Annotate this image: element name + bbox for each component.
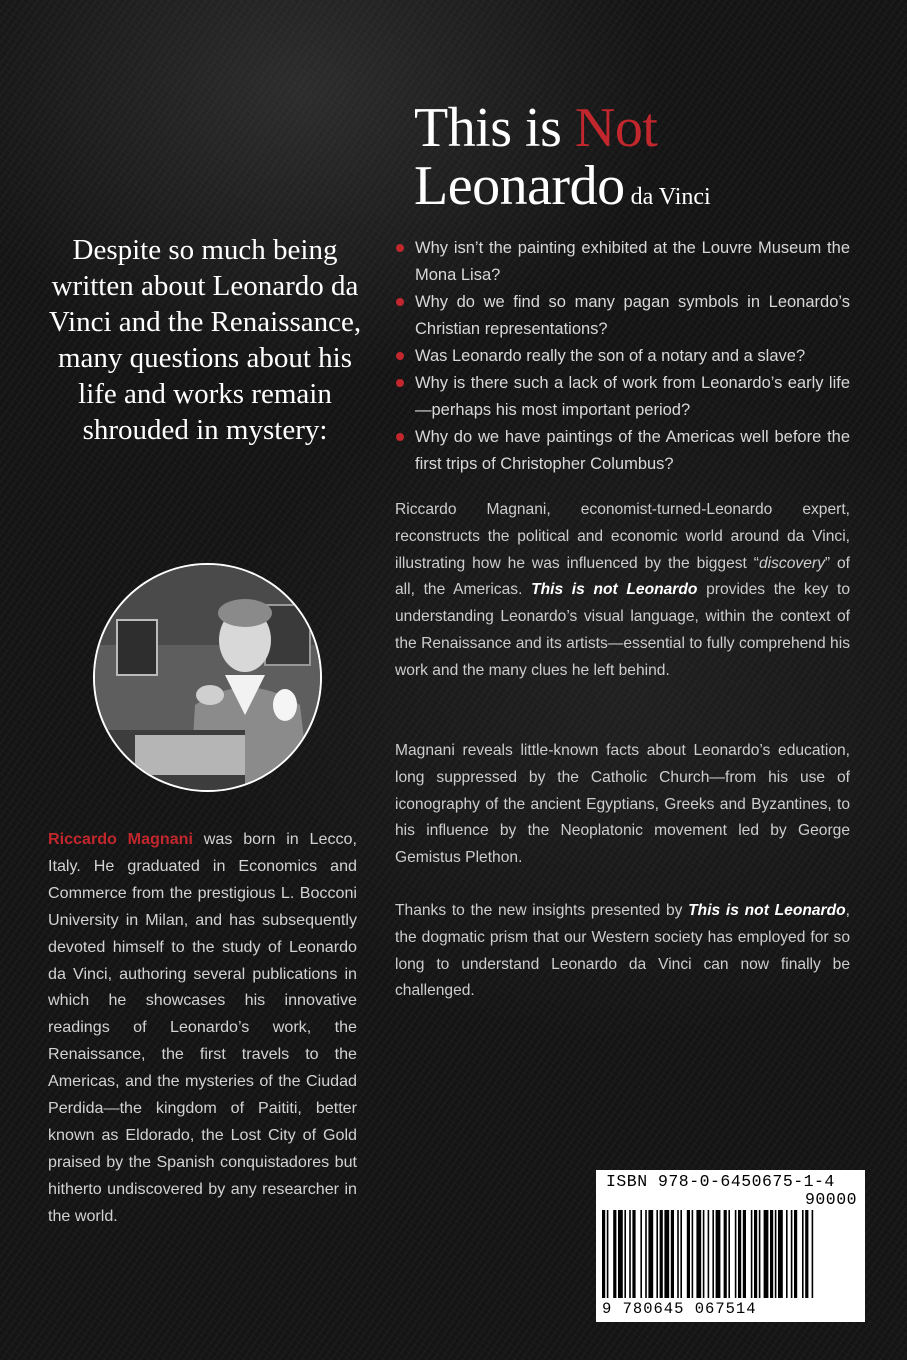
barcode-bar <box>629 1210 631 1298</box>
barcode-bar <box>607 1210 609 1298</box>
barcode-bar <box>778 1210 783 1298</box>
author-photo-illustration <box>95 565 320 790</box>
barcode-bar <box>696 1210 701 1298</box>
barcode-bar <box>812 1210 814 1298</box>
list-item <box>394 370 850 424</box>
list-item <box>394 289 850 343</box>
barcode-bar <box>671 1210 674 1298</box>
barcode-bar <box>802 1210 804 1298</box>
barcode-bar <box>613 1210 616 1298</box>
list-item <box>394 424 850 478</box>
barcode-bar <box>660 1210 663 1298</box>
barcode-digits: 9 780645 067514 <box>602 1300 757 1318</box>
author-portrait <box>95 565 320 790</box>
book-title <box>414 97 874 217</box>
barcode-bar <box>645 1210 647 1298</box>
barcode-bar <box>640 1210 642 1298</box>
barcode-bar <box>687 1210 690 1298</box>
barcode-bar <box>648 1210 653 1298</box>
text-span: Riccardo Magnani, economist-turned-Leonardo expert, reconstructs the political and economic world around da Vinci, illustrating how he was influenced by the biggest “ <box>395 501 850 572</box>
author-bio <box>48 826 357 1230</box>
barcode-bar <box>677 1210 679 1298</box>
question-list <box>394 235 850 478</box>
barcode-bar <box>664 1210 669 1298</box>
bullet-icon <box>396 244 404 252</box>
question-text: Why is there such a lack of work from Leonardo’s early life—perhaps his most important period? <box>415 374 850 419</box>
author-bio-text: was born in Lecco, Italy. He graduated in Economics and Commerce from the prestigious L. Bocconi University in Milan, and has subsequently devoted himself to the study of Leonardo da Vinci, authoring several publications in which he showcases his innovative readings of Leonardo’s work, the Renaissance, the first travels to the Americas, and the mysteries of the Ciudad Perdida—the kingdom of Paititi, better known as Eldorado, the Lost City of Gold praised by the Spanish conquistadores but hitherto undiscovered by any researcher in the world. <box>48 830 357 1225</box>
bullet-icon <box>396 298 404 306</box>
description-paragraph-2: Magnani reveals little-known facts about Leonardo’s education, long suppressed by the Catholic Church—from his use of iconography of the ancient Egyptians, Greeks and Byzantines, to his influence by the Neoplatonic movement led by George Gemistus Plethon. <box>395 742 850 867</box>
barcode-bar <box>624 1210 626 1298</box>
barcode-bar <box>703 1210 705 1298</box>
question-text: Why do we have paintings of the Americas well before the first trips of Christopher Columbus? <box>415 428 850 473</box>
barcode-bar <box>692 1210 694 1298</box>
barcode-bar <box>764 1210 769 1298</box>
price-code: 90000 <box>804 1190 857 1209</box>
book-title-inline: This is not Leonardo <box>531 581 698 599</box>
barcode-bar <box>754 1210 757 1298</box>
question-text: Was Leonardo really the son of a notary and a slave? <box>415 347 806 365</box>
title-not: Not <box>574 97 658 159</box>
list-item <box>394 343 850 370</box>
question-text: Why do we find so many pagan symbols in Leonardo’s Christian representations? <box>415 293 850 338</box>
list-item <box>394 235 850 289</box>
author-name: Riccardo Magnani <box>48 830 193 848</box>
barcode-bar <box>738 1210 741 1298</box>
title-da-vinci: da Vinci <box>624 184 711 210</box>
barcode-bar <box>712 1210 714 1298</box>
barcode-bar <box>680 1210 682 1298</box>
barcode-bar <box>656 1210 658 1298</box>
text-span: ” of all, the Americas. <box>395 554 850 599</box>
barcode-bar <box>786 1210 788 1298</box>
isbn-barcode <box>596 1170 865 1322</box>
emphasis-discovery: discovery <box>759 554 825 572</box>
isbn-label: ISBN 978-0-6450675-1-4 <box>606 1172 835 1191</box>
book-title-inline: This is not Leonardo <box>688 902 846 919</box>
bullet-icon <box>396 433 404 441</box>
barcode-bar <box>770 1210 773 1298</box>
barcode-bar <box>759 1210 761 1298</box>
barcode-bar <box>751 1210 753 1298</box>
barcode-bar <box>805 1210 808 1298</box>
title-leonardo: Leonardo <box>414 155 625 217</box>
barcode-bar <box>602 1210 605 1298</box>
bullet-icon <box>396 379 404 387</box>
barcode-bar <box>794 1210 797 1298</box>
title-part1: This is <box>414 97 575 159</box>
barcode-bar <box>724 1210 727 1298</box>
barcode-bar <box>618 1210 623 1298</box>
description-paragraph-3 <box>395 898 850 1005</box>
barcode-bar <box>791 1210 793 1298</box>
question-text: Why isn’t the painting exhibited at the Louvre Museum the Mona Lisa? <box>415 239 850 284</box>
left-quote: Despite so much being written about Leonardo da Vinci and the Renaissance, many questions about his life and works remain shrouded in mystery: <box>48 234 362 446</box>
barcode-bar <box>728 1210 730 1298</box>
barcode-bar <box>735 1210 737 1298</box>
barcode-bar <box>708 1210 710 1298</box>
barcode-bars <box>602 1210 859 1298</box>
text-span: provides the key to understanding Leonardo’s visual language, within the context of the Renaissance and its artists—essential to fully comprehend his work and the many clues he left behind. <box>395 581 850 679</box>
description-paragraph-1 <box>395 497 850 685</box>
text-span: , the dogmatic prism that our Western society has employed for so long to understand Leonardo da Vinci can now finally be challenged. <box>395 902 850 1000</box>
barcode-bar <box>632 1210 635 1298</box>
barcode-bar <box>775 1210 777 1298</box>
barcode-bar <box>743 1210 746 1298</box>
bullet-icon <box>396 352 404 360</box>
text-span: Thanks to the new insights presented by <box>395 902 689 919</box>
barcode-bar <box>716 1210 721 1298</box>
